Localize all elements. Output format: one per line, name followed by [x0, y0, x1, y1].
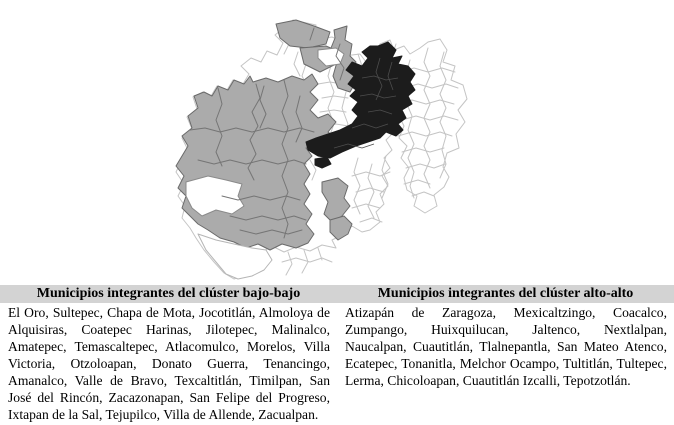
cluster-table-header-row — [0, 285, 674, 303]
municipio-list-bajo-bajo: El Oro, Sultepec, Chapa de Mota, Jocotitlán, Almoloya de Alquisiras, Coatepec Harinas, Jilotepec, Malinalco, Amatepec, Temascaltepec, Atlacomulco, Morelos, Villa Victoria, Otzoloapan, Donato Guerra, Tenancingo, Amanalco, Valle de Bravo, Texcaltitlán, Timilpan, San José del Rincón, Zacazonapan, San Felipe del Progreso, Ixtapan de la Sal, Tejupilco, Villa de Allende, Zacualpan. — [8, 305, 330, 422]
header-alto-alto: Municipios integrantes del clúster alto-alto — [377, 286, 634, 301]
header-bajo-bajo: Municipios integrantes del clúster bajo-bajo — [36, 286, 301, 301]
cluster-table-body-row — [0, 303, 674, 423]
cluster-table — [0, 285, 674, 423]
white-cell-in-gray — [186, 176, 244, 216]
municipio-list-alto-alto: Atizapán de Zaragoza, Mexicaltzingo, Coacalco, Zumpango, Huixquilucan, Jaltenco, Nextlalpan, Naucalpan, Cuautitlán, Tlalnepantla, San Mateo Atenco, Ecatepec, Tonanitla, Melchor Ocampo, Tultitlán, Tultepec, Lerma, Chicoloapan, Cuautitlán Izcalli, Tepotzotlán. — [345, 305, 667, 388]
